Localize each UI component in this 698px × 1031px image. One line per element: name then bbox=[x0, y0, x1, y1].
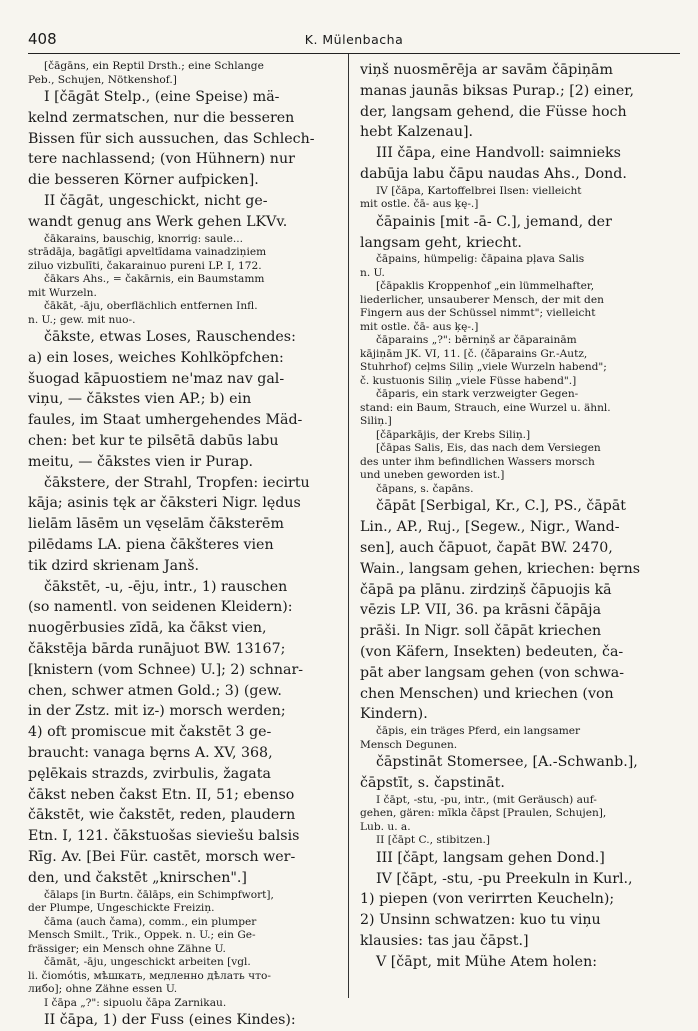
text-line: Lin., AP., Ruj., [Segew., Nigr., Wand- bbox=[360, 519, 620, 536]
text-line: und uneben geworden ist.] bbox=[360, 469, 505, 482]
text-line: čākste, etwas Loses, Rauschendes: bbox=[44, 329, 296, 346]
text-line: čāmāt, -āju, ungeschickt arbeiten [vgl. bbox=[44, 956, 251, 969]
text-line: Stuhrhof) ceļms Siliņ „viele Wurzeln habend"; bbox=[360, 361, 607, 374]
text-line: [čāpaklis Kroppenhof „ein lümmelhafter, bbox=[376, 280, 595, 293]
text-line: faules, im Staat umhergehendes Mäd- bbox=[28, 412, 303, 429]
text-line: chen Menschen) und kriechen (von bbox=[360, 685, 614, 702]
text-line: pęlēkais strazds, zvirbulis, žagata bbox=[28, 765, 271, 782]
text-line: čāpstināt Stomersee, [A.-Schwanb.], bbox=[376, 754, 638, 771]
text-line: čāpstīt, s. čapstināt. bbox=[360, 774, 505, 791]
text-line: čākstēt, wie čakstēt, reden, plaudern bbox=[28, 807, 296, 824]
text-line: II čāgāt, ungeschickt, nicht ge- bbox=[44, 192, 268, 209]
text-line: I čāpa „?": sipuolu čāpa Zarnikau. bbox=[44, 996, 227, 1009]
text-line: V [čāpt, mit Mühe Atem holen: bbox=[376, 953, 597, 970]
text-line: čāparis, ein stark verzweigter Gegen- bbox=[376, 388, 579, 401]
text-line: čāpis, ein träges Pferd, ein langsamer bbox=[376, 725, 581, 738]
text-line: dabūja labu čāpu naudas Ahs., Dond. bbox=[360, 165, 627, 182]
text-line: IV [čāpt, -stu, -pu Preekuln in Kurl., bbox=[376, 870, 633, 887]
text-line: tere nachlassend; (von Hühnern) nur bbox=[28, 151, 295, 168]
right-column bbox=[360, 60, 678, 973]
page-header bbox=[28, 30, 680, 54]
text-line: die besseren Körner aufpicken]. bbox=[28, 172, 259, 189]
text-line: čākstere, der Strahl, Tropfen: iecirtu bbox=[44, 474, 310, 491]
text-line: nuogērbusies zīdā, ka čākst vien, bbox=[28, 620, 267, 637]
text-line: č. kustuonis Siliņ „viele Füsse habend".] bbox=[360, 374, 577, 387]
text-line: klausies: tas jau čāpst.] bbox=[360, 932, 529, 949]
text-line: pilēdams LA. piena čākšteres vien bbox=[28, 537, 274, 554]
text-line: n. U. bbox=[360, 266, 385, 279]
text-line: I čāpt, -stu, -pu, intr., (mit Geräusch) auf- bbox=[376, 793, 597, 806]
text-line: strādāja, bagātīgi apveltīdama vainadziņiem bbox=[28, 246, 267, 259]
text-line: wandt genug ans Werk gehen LKVv. bbox=[28, 213, 288, 230]
text-line: šuogad kāpuostiem ne'maz nav gal- bbox=[28, 370, 285, 387]
text-line: sen], auch čāpuot, čapāt BW. 2470, bbox=[360, 539, 613, 556]
text-line: čāpans, s. čapāns. bbox=[376, 482, 474, 495]
text-line: des unter ihm befindlichen Wassers morsch bbox=[360, 455, 595, 468]
text-line: a) ein loses, weiches Kohlköpfchen: bbox=[28, 349, 284, 366]
text-line: čākāt, -āju, oberflächlich entfernen Infl. bbox=[44, 300, 258, 313]
text-line: Wain., langsam gehen, kriechen: bęrns bbox=[360, 560, 640, 577]
text-line: čāpains, hümpelig: čāpaina pļava Salis bbox=[376, 253, 585, 266]
text-line: II čāpa, 1) der Fuss (eines Kindes): bbox=[44, 1012, 296, 1029]
text-line: 1) piepen (von verirrten Keucheln); bbox=[360, 891, 615, 908]
text-line: manas jaunās biksas Purap.; [2) einer, bbox=[360, 82, 635, 99]
text-line: vēzis LP. VII, 36. pa krāsni čāpāja bbox=[360, 602, 602, 619]
page-number: 408 bbox=[28, 30, 57, 48]
text-line: viņu, — čākstes vien AP.; b) ein bbox=[28, 391, 252, 408]
text-line: čākstēja bārda runājuot BW. 13167; bbox=[28, 641, 286, 658]
text-line: I [čāgāt Stelp., (eine Speise) mä- bbox=[44, 89, 280, 105]
text-line: der, langsam gehend, die Füsse hoch bbox=[360, 103, 627, 120]
text-line: mit Wurzeln. bbox=[28, 286, 97, 299]
text-line: kājiņām JK. VI, 11. [č. (čāparains Gr.-Autz, bbox=[360, 347, 588, 360]
text-line: Kindern). bbox=[360, 706, 428, 723]
header-rule bbox=[28, 53, 680, 54]
text-line: mit ostle. čā- aus ķę-.] bbox=[360, 320, 479, 333]
text-line: Peb., Schujen, Nötkenshof.] bbox=[28, 73, 177, 86]
text-line: III čāpa, eine Handvoll: saimnieks bbox=[376, 145, 621, 162]
text-line: čāparains „?": bērniņš ar čāparainām bbox=[376, 334, 577, 347]
text-line: čāpainis [mit -ā- C.], jemand, der bbox=[376, 213, 612, 230]
text-line: in der Zstz. mit iz-) morsch werden; bbox=[28, 703, 286, 720]
text-line: chen: bet kur te pilsētā dabūs labu bbox=[28, 433, 279, 450]
text-line: III [čāpt, langsam gehen Dond.] bbox=[376, 849, 605, 866]
text-line: Lub. u. a. bbox=[360, 820, 411, 833]
text-line: Mensch Smilt., Trik., Oppek. n. U.; ein Ge- bbox=[28, 929, 256, 942]
text-line: ziluo vizbulīti, čakarainuo pureni LP. I, 172. bbox=[28, 259, 262, 272]
text-line: čākstēt, -u, -ēju, intr., 1) rauschen bbox=[44, 578, 288, 595]
text-line: čāpā pa plānu. zirdziņš čāpuojis kā bbox=[360, 581, 612, 598]
text-line: čāpāt [Serbigal, Kr., C.], PS., čāpāt bbox=[376, 498, 627, 515]
text-line: gehen, gären: mīkla čāpst [Praulen, Schujen], bbox=[360, 807, 607, 820]
text-line: [knistern (vom Schnee) U.]; 2) schnar- bbox=[28, 661, 304, 678]
text-line: IV [čāpa, Kartoffelbrei Ilsen: vielleicht bbox=[376, 184, 582, 197]
text-line: liederlicher, unsauberer Mensch, der mit den bbox=[360, 293, 604, 306]
text-line: meitu, — čākstes vien ir Purap. bbox=[28, 453, 254, 470]
text-line: либо]; ohne Zähne essen U. bbox=[28, 983, 178, 996]
text-line: lielām lāsēm un vęselām čāksterēm bbox=[28, 516, 284, 533]
text-line: braucht: vanaga bęrns A. XV, 368, bbox=[28, 745, 273, 762]
text-line: Etn. I, 121. čākstuošas sieviešu balsis bbox=[28, 828, 300, 845]
text-line: čāma (auch čama), comm., ein plumper bbox=[44, 915, 257, 928]
text-line: Fingern aus der Schüssel nimmt"; vielleicht bbox=[360, 307, 596, 320]
text-line: frässiger; ein Mensch ohne Zähne U. bbox=[28, 942, 226, 955]
text-line: n. U.; gew. mit nuo-. bbox=[28, 313, 136, 326]
text-line: Mensch Degunen. bbox=[360, 738, 458, 751]
text-line: Bissen für sich aussuchen, das Schlech- bbox=[28, 130, 315, 147]
text-line: kāja; asinis tęk ar čāksteri Nigr. lędus bbox=[28, 495, 301, 512]
text-line: der Plumpe, Ungeschickte Freiziņ. bbox=[28, 902, 215, 915]
text-line: čālaps [in Burtn. čālāps, ein Schimpfwort], bbox=[44, 888, 274, 901]
text-line: (von Käfern, Insekten) bedeuten, ča- bbox=[360, 643, 624, 660]
text-line: čākst neben čakst Etn. II, 51; ebenso bbox=[28, 786, 295, 803]
column-divider bbox=[348, 54, 349, 998]
text-line: čākarains, bauschig, knorrig: saule... bbox=[44, 232, 243, 245]
text-line: [čāgāns, ein Reptil Drsth.; eine Schlange bbox=[44, 60, 264, 72]
text-line: hebt Kalzenau]. bbox=[360, 124, 474, 141]
text-line: 4) oft promiscue mit čakstēt 3 ge- bbox=[28, 724, 272, 741]
left-column bbox=[28, 60, 346, 1031]
text-line: den, und čakstēt „knirschen".] bbox=[28, 869, 247, 886]
text-line: li. čiomótis, мѣшкать, медленно дѣлать что- bbox=[28, 969, 271, 982]
text-line: prāši. In Nigr. soll čāpāt kriechen bbox=[360, 623, 602, 640]
running-title: K. Mülenbacha bbox=[304, 32, 404, 47]
text-line: mit ostle. čā- aus ķę-.] bbox=[360, 198, 479, 211]
text-line: langsam geht, kriecht. bbox=[360, 234, 522, 251]
text-line: Siliņ.] bbox=[360, 415, 392, 428]
text-line: (so namentl. von seidenen Kleidern): bbox=[28, 599, 293, 616]
text-line: čākars Ahs., = čakārnis, ein Baumstamm bbox=[44, 273, 265, 286]
text-line: stand: ein Baum, Strauch, eine Wurzel u. ähnl. bbox=[360, 401, 611, 414]
text-line: 2) Unsinn schwatzen: kuo tu viņu bbox=[360, 912, 601, 929]
text-line: II [čāpt C., stibitzen.] bbox=[376, 834, 491, 847]
text-line: pāt aber langsam gehen (von schwa- bbox=[360, 664, 625, 681]
text-line: kelnd zermatschen, nur die besseren bbox=[28, 109, 295, 126]
text-line: [čāparkājis, der Krebs Siliņ.] bbox=[376, 428, 531, 441]
text-line: [čāpas Salis, Eis, das nach dem Versiegen bbox=[376, 442, 601, 455]
text-line: viņš nuosmērēja ar savām čāpiņām bbox=[360, 62, 613, 78]
text-line: tik dzird skrienam Janš. bbox=[28, 557, 200, 574]
text-line: chen, schwer atmen Gold.; 3) (gew. bbox=[28, 682, 282, 699]
text-line: Rīg. Av. [Bei Für. castēt, morsch wer- bbox=[28, 849, 296, 865]
